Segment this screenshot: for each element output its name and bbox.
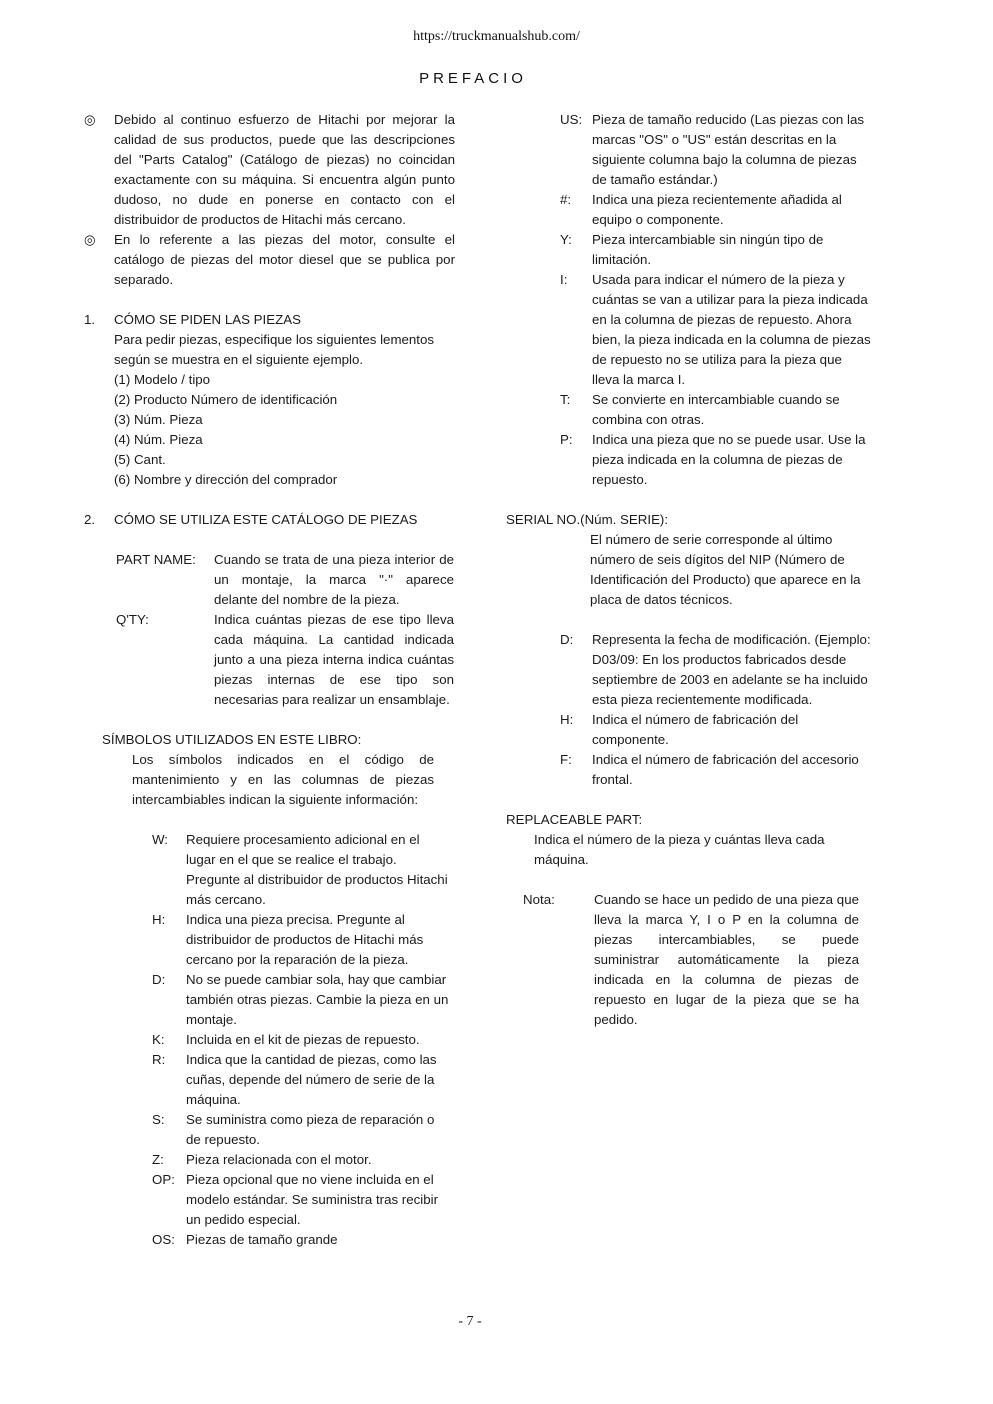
note-text: Cuando se hace un pedido de una pieza que lleva la marca Y, I o P en la columna de piezas intercambiables, se puede suministrar automáticamente la pieza indicada en la columna de piezas de repuesto en lugar de la pieza que se ha pedido.: [594, 892, 859, 1027]
symbol-item: [560, 630, 872, 710]
symbol-text: No se puede cambiar sola, hay que cambiar también otras piezas. Cambie la pieza en un montaje.: [186, 972, 449, 1027]
list-item: (2) Producto Número de identificación: [114, 392, 338, 407]
symbol-code: W:: [152, 832, 169, 847]
serial-symbols-list: [560, 630, 872, 790]
symbol-item: [560, 270, 872, 390]
symbol-item: [152, 830, 452, 910]
symbol-code: D:: [152, 972, 166, 987]
symbol-code: P:: [560, 432, 573, 447]
intro-text-1: Debido al continuo esfuerzo de Hitachi por mejorar la calidad de sus productos, puede que las descripciones del "Parts Catalog" (Catálogo de piezas) no coincidan exactamente con su máquina. Si encuentra algún punto dudoso, no dude en ponerse en contacto con el distribuidor de productos de Hitachi más cercano.: [114, 112, 455, 227]
order-items-list: [84, 370, 464, 490]
symbol-text: Se convierte en intercambiable cuando se combina con otras.: [592, 392, 840, 427]
double-circle-bullet-icon: ◎: [84, 232, 96, 247]
symbol-text: Indica una pieza que no se puede usar. Use la pieza indicada en la columna de piezas de repuesto.: [592, 432, 866, 487]
symbol-code: F:: [560, 752, 572, 767]
section-number: 1.: [84, 312, 96, 327]
list-item: (1) Modelo / tipo: [114, 372, 211, 387]
definition-term: PART NAME:: [116, 552, 196, 567]
symbol-text: Pieza intercambiable sin ningún tipo de limitación.: [592, 232, 824, 267]
page-title: PREFACIO: [419, 70, 527, 87]
symbol-item: [560, 110, 872, 190]
symbol-text: Representa la fecha de modificación. (Ejemplo: D03/09: En los productos fabricados desde septiembre de 2003 en adelante se ha incluido esta pieza recientemente modificada.: [592, 632, 871, 707]
list-item: (6) Nombre y dirección del comprador: [114, 472, 338, 487]
symbols-list: [152, 830, 452, 1250]
symbol-code: T:: [560, 392, 571, 407]
symbol-text: Se suministra como pieza de reparación o de repuesto.: [186, 1112, 435, 1147]
symbol-text: Requiere procesamiento adicional en el lugar en el que se realice el trabajo. Pregunte al distribuidor de productos Hitachi más cercano.: [186, 832, 448, 907]
section-heading: CÓMO SE PIDEN LAS PIEZAS: [114, 312, 301, 327]
list-item: (3) Núm. Pieza: [114, 412, 203, 427]
serial-heading: SERIAL NO.(Núm. SERIE):: [506, 512, 669, 527]
intro-paragraph-2: [84, 230, 464, 290]
symbol-item: [152, 1170, 452, 1230]
section-2-heading: [84, 510, 464, 530]
symbol-code: #:: [560, 192, 572, 207]
replaceable-text: Indica el número de la pieza y cuántas lleva cada máquina.: [534, 832, 825, 867]
symbol-item: [152, 1150, 452, 1170]
section-1-heading: [84, 310, 464, 330]
symbol-item: [152, 1230, 452, 1250]
symbol-item: [560, 190, 872, 230]
symbol-text: Usada para indicar el número de la pieza y cuántas se van a utilizar para la pieza indicada en la columna de piezas de repuesto. Ahora bien, la pieza indicada en la columna de piezas de repuesto no se utiliza para la pieza que lleva la marca I.: [592, 272, 871, 387]
symbol-item: [152, 1110, 452, 1150]
list-item: (5) Cant.: [114, 452, 166, 467]
symbol-item: [560, 430, 872, 490]
symbol-code: H:: [560, 712, 574, 727]
symbol-code: Z:: [152, 1152, 164, 1167]
symbols-intro: Los símbolos indicados en el código de mantenimiento y en las columnas de piezas intercambiables indican la siguiente información:: [132, 752, 434, 807]
section-heading: CÓMO SE UTILIZA ESTE CATÁLOGO DE PIEZAS: [114, 512, 418, 527]
symbol-text: Piezas de tamaño grande: [186, 1232, 338, 1247]
section-1-text: Para pedir piezas, especifique los siguientes lementos según se muestra en el siguiente ejemplo.: [114, 332, 435, 367]
definition-term: Q'TY:: [116, 612, 149, 627]
symbol-text: Pieza de tamaño reducido (Las piezas con las marcas "OS" o "US" están descritas en la siguiente columna bajo la columna de piezas de tamaño estándar.): [592, 112, 865, 187]
symbol-item: [560, 390, 872, 430]
symbol-code: S:: [152, 1112, 165, 1127]
symbols-heading: SÍMBOLOS UTILIZADOS EN ESTE LIBRO:: [102, 732, 362, 747]
symbol-code: US:: [560, 112, 583, 127]
page-number: - 7 -: [458, 1314, 482, 1329]
symbol-text: Pieza opcional que no viene incluida en el modelo estándar. Se suministra tras recibir un pedido especial.: [186, 1172, 439, 1227]
symbol-item: [560, 750, 872, 790]
symbol-text: Indica una pieza recientemente añadida al equipo o componente.: [592, 192, 842, 227]
section-number: 2.: [84, 512, 96, 527]
note-label: Nota:: [523, 892, 555, 907]
symbol-text: Incluida en el kit de piezas de repuesto.: [186, 1032, 420, 1047]
list-item: (4) Núm. Pieza: [114, 432, 203, 447]
symbol-code: D:: [560, 632, 574, 647]
symbol-code: OP:: [152, 1172, 175, 1187]
symbol-item: [152, 1050, 452, 1110]
symbol-item: [152, 910, 452, 970]
double-circle-bullet-icon: ◎: [84, 112, 96, 127]
symbol-code: H:: [152, 912, 166, 927]
symbol-item: [560, 230, 872, 270]
definition-text: Cuando se trata de una pieza interior de un montaje, la marca "·" aparece delante del nombre de la pieza.: [214, 552, 454, 607]
symbols-list-continued: [560, 110, 872, 490]
left-column: [84, 110, 464, 1250]
intro-text-2: En lo referente a las piezas del motor, consulte el catálogo de piezas del motor diesel que se publica por separado.: [114, 232, 455, 287]
right-column: [506, 110, 876, 1030]
symbol-text: Indica que la cantidad de piezas, como las cuñas, depende del número de serie de la máquina.: [186, 1052, 437, 1107]
symbol-text: Indica el número de fabricación del componente.: [592, 712, 799, 747]
intro-paragraph-1: [84, 110, 464, 230]
symbol-item: [152, 1030, 452, 1050]
definition-text: Indica cuántas piezas de ese tipo lleva cada máquina. La cantidad indicada junto a una pieza interna indica cuántas piezas internas de ese tipo son necesarias para realizar un ensamblaje.: [214, 612, 454, 707]
symbol-text: Pieza relacionada con el motor.: [186, 1152, 372, 1167]
definition-part-name: [84, 550, 464, 610]
symbol-text: Indica el número de fabricación del accesorio frontal.: [592, 752, 859, 787]
symbol-item: [152, 970, 452, 1030]
symbol-text: Indica una pieza precisa. Pregunte al distribuidor de productos de Hitachi más cercano por la reparación de la pieza.: [186, 912, 424, 967]
serial-text: El número de serie corresponde al último número de seis dígitos del NIP (Número de Identificación del Producto) que aparece en la placa de datos técnicos.: [590, 532, 861, 607]
symbol-code: OS:: [152, 1232, 175, 1247]
symbol-code: I:: [560, 272, 568, 287]
source-url: https://truckmanualshub.com/: [413, 29, 580, 44]
symbol-item: [560, 710, 872, 750]
symbol-code: K:: [152, 1032, 165, 1047]
symbol-code: Y:: [560, 232, 572, 247]
definition-qty: [84, 610, 464, 710]
note-block: [506, 890, 876, 1030]
symbol-code: R:: [152, 1052, 166, 1067]
replaceable-heading: REPLACEABLE PART:: [506, 812, 643, 827]
